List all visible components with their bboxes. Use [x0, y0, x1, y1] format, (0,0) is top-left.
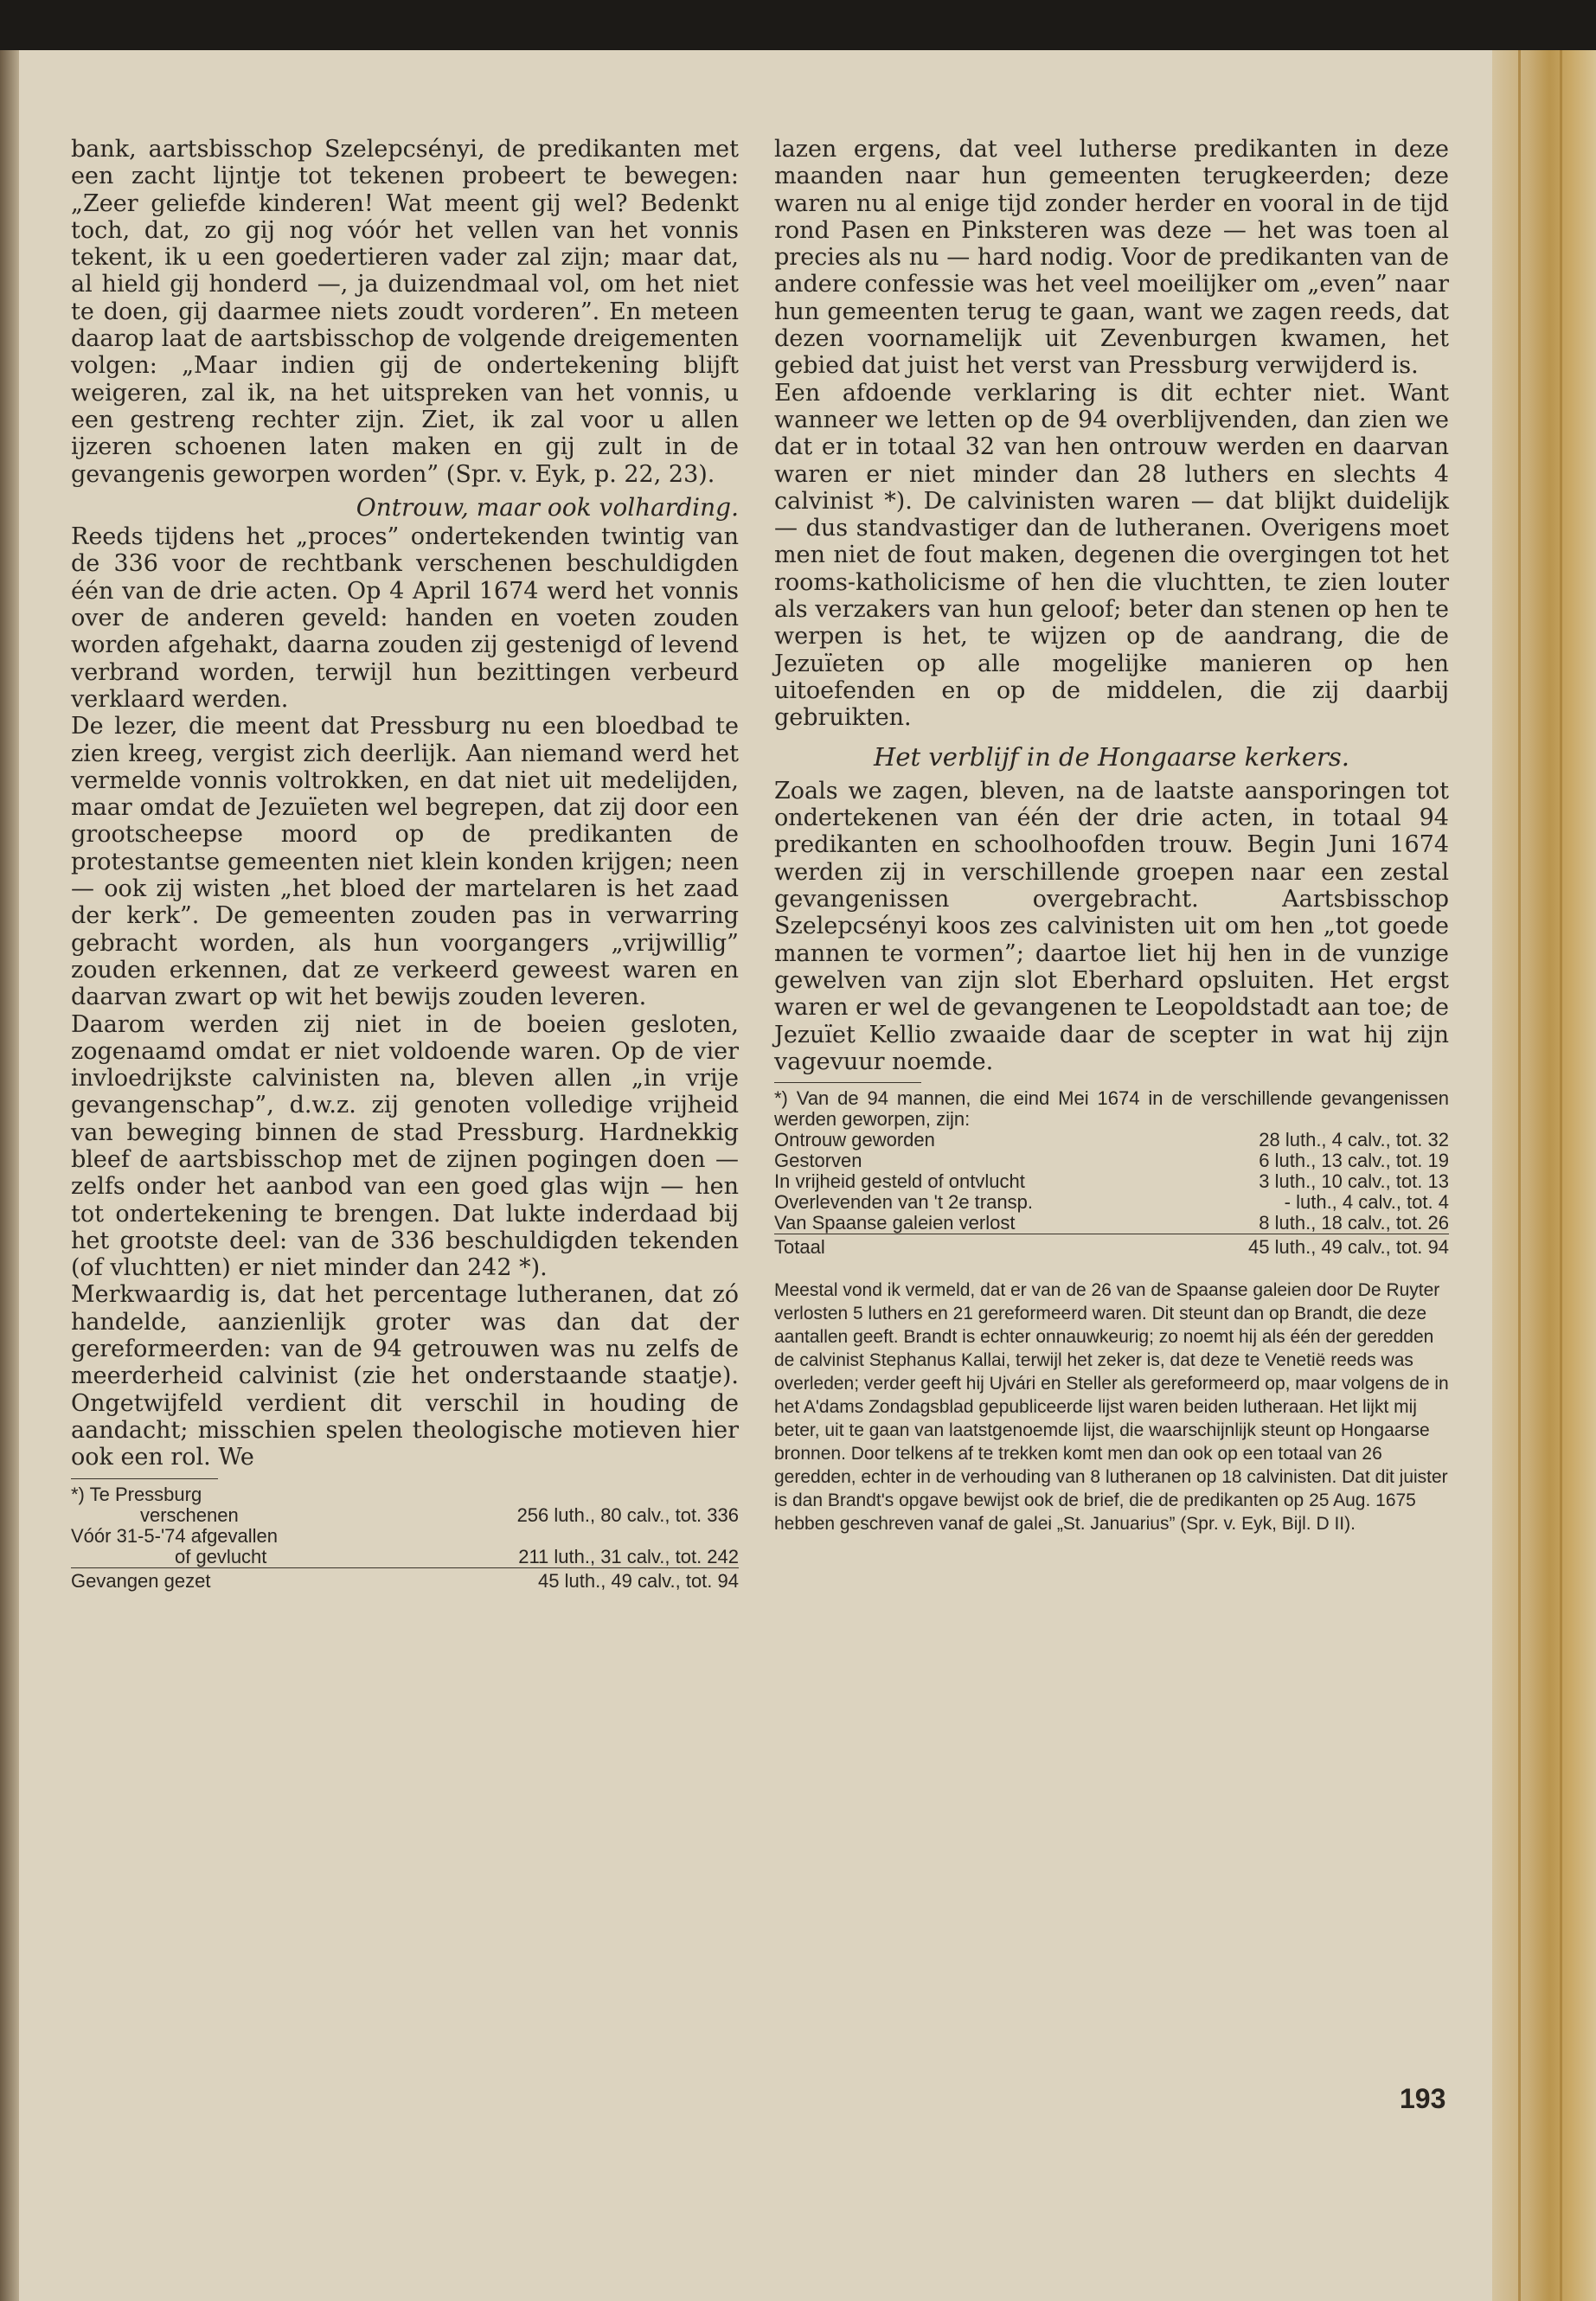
right-column [774, 136, 1449, 1535]
footnote-label: In vrijheid gesteld of ontvlucht [774, 1170, 1025, 1193]
footnote-value [393, 1484, 739, 1505]
page-left-edge [0, 50, 19, 2301]
footnote-label: *) Te Pressburg [71, 1483, 202, 1505]
footnote-value [393, 1526, 739, 1547]
table-row [71, 1547, 739, 1568]
book-spine [1492, 50, 1596, 2301]
table-total-row [774, 1234, 1449, 1259]
left-column [71, 136, 739, 1592]
table-row [774, 1213, 1449, 1234]
footnote-total-label: Gevangen gezet [71, 1567, 393, 1592]
footnote-value: 256 luth., 80 calv., tot. 336 [516, 1503, 739, 1526]
section-heading: Ontrouw, maar ook volharding. [356, 492, 739, 522]
footnote-value: 28 luth., 4 calv., tot. 32 [1259, 1129, 1449, 1151]
paragraph: Zoals we zagen, bleven, na de laatste aansporingen tot ondertekenen van één der drie acten, in totaal 94 predikanten en schoolhoofden trouw. Begin Juni 1674 werden zij in verschillende groepen naar een zestal gevangenissen overgebracht. Aartsbisschop Szelepcsényi koos zes calvinisten uit om hen „tot goede mannen te vormen”; daartoe liet hij hen in de vunzige gewelven van zijn slot Eberhard opsluiten. Het ergst waren er wel de gevangenen te Leopoldstadt aan toe; de Jezuïet Kellio zwaaide daar de scepter in wat hij zijn vagevuur noemde. [774, 777, 1449, 1075]
footnote-total-label: Totaal [774, 1234, 1154, 1259]
paragraph: lazen ergens, dat veel lutherse predikanten in deze maanden naar hun gemeenten terugkeerden; deze waren nu al enige tijd zonder herder en vooral in de tijd rond Pasen en Pinksteren was deze — het was toen al precies als nu — hard nodig. Voor de predikanten van de andere confessie was het veel moeilijker om „even” naar hun gemeenten terug te gaan, want we zagen reeds, dat dezen voornamelijk uit Zevenburgen kwamen, het gebied dat juist het verst van Pressburg verwijderd is. [774, 136, 1449, 380]
footnote-total-value: 45 luth., 49 calv., tot. 94 [1154, 1234, 1449, 1259]
spine-line [1518, 50, 1521, 2301]
paragraph: Daarom werden zij niet in de boeien gesloten, zogenaamd omdat er niet voldoende waren. Op de vier invloedrijkste calvinisten na, bleven allen „in vrije gevangenschap”, d.w.z. zij genoten volledige vrijheid van beweging binnen de stad Pressburg. Hardnekkig bleef de aartsbisschop met de zijnen pogingen doen — zelfs onder het aanbod van een goed glas wijn — hen tot ondertekening te brengen. Dat lukte inderdaad bij het grootste deel: van de 336 beschuldigden tekenden (of vluchtten) er niet minder dan 242 *). [71, 1010, 739, 1282]
footnote-notes: Meestal vond ik vermeld, dat er van de 26 van de Spaanse galeien door De Ruyter verlosten 5 luthers en 21 gereformeerd waren. Dit steunt dan op Brandt, die deze aantallen geeft. Brandt is echter onnauwkeurig; zo noemt hij als één der geredden de calvinist Stephanus Kallai, terwijl het zeker is, dat deze te Venetië reeds was overleden; verder geeft hij Ujvári en Steller als gereformeerd op, maar volgens de in het A'dams Zondagsblad gepubliceerde lijst waren beiden lutheraan. Het lijkt mij beter, uit te gaan van laatstgenoemde lijst, die waarschijnlijk steunt op Hongaarse bronnen. Door telkens af te trekken komt men dan ook op een totaal van 26 geredden, echter in de verhouding van 8 lutheranen op 18 calvinisten. Dat dit juister is dan Brandt's opgave bewijst ook de brief, die de predikanten op 25 Aug. 1675 hebben geschreven vanaf de galei „St. Januarius” (Spr. v. Eyk, Bijl. D II). [774, 1280, 1449, 1535]
footnote-separator [71, 1478, 218, 1479]
paragraph: Merkwaardig is, dat het percentage lutheranen, dat zó handelde, aanzienlijk groter was dan dat der gereformeerden: van de 94 getrouwen was nu zelfs de meerderheid calvinist (zie het onderstaande staatje). Ongetwijfeld verdient dit verschil in houding de aandacht; misschien spelen theologische motieven hier ook een rol. We [71, 1281, 739, 1471]
footnote-intro: *) Van de 94 mannen, die eind Mei 1674 in de verschillende gevangenissen werden geworpen, zijn: [774, 1087, 1449, 1131]
table-row [71, 1505, 739, 1526]
table-row [71, 1526, 739, 1547]
footnote-label: Ontrouw geworden [774, 1129, 935, 1151]
paragraph: Een afdoende verklaring is dit echter niet. Want wanneer we letten op de 94 overblijvenden, dan zien we dat er in totaal 32 van hen ontrouw werden en daarvan waren er niet minder dan 28 luthers en slechts 4 calvinist *). De calvinisten waren — dat blijkt duidelijk — dus standvastiger dan de lutheranen. Overigens moet men niet de fout maken, degenen die overgingen tot het rooms-katholicisme of hen die vluchtten, te zien louter als verzakers van hun geloof; beter dan stenen op hen te werpen is het, te wijzen op de aandrang, die de Jezuïeten op alle mogelijke manieren op hen uitoefenden en op de middelen, die zij daarbij gebruikten. [774, 379, 1449, 732]
footnote-value: 211 luth., 31 calv., tot. 242 [518, 1545, 739, 1567]
footnote-value: 8 luth., 18 calv., tot. 26 [1259, 1212, 1449, 1234]
table-total-row [71, 1567, 739, 1592]
footnote-label: Van Spaanse galeien verlost [774, 1212, 1016, 1234]
section-heading: Het verblijf in de Hongaarse kerkers. [874, 741, 1349, 772]
table-row [774, 1192, 1449, 1213]
paragraph: De lezer, die meent dat Pressburg nu een bloedbad te zien kreeg, vergist zich deerlijk. Aan niemand werd het vermelde vonnis voltrokken, en dat niet uit medelijden, maar omdat de Jezuïeten wel begrepen, dat zij door een grootscheepse moord op de predikanten de protestantse gemeenten niet klein konden krijgen; neen — ook zij wisten „het bloed der martelaren is het zaad der kerk”. De gemeenten zouden pas in verwarring gebracht worden, als hun voorgangers „vrijwillig” zouden erkennen, dat ze verkeerd geweest waren en daarvan zwart op wit het bewijs zouden leveren. [71, 713, 739, 1011]
footnote-label: of gevlucht [175, 1545, 267, 1567]
footnote-table [774, 1130, 1449, 1258]
table-row [774, 1150, 1449, 1171]
footnote-label: Overlevenden van 't 2e transp. [774, 1191, 1033, 1214]
page-number: 193 [1400, 2083, 1446, 2114]
table-row [71, 1484, 739, 1505]
paragraph: Reeds tijdens het „proces” ondertekenden twintig van de 336 voor de rechtbank verschenen beschuldigden één van de drie acten. Op 4 April 1674 werd het vonnis over de anderen geveld: handen en voeten zouden worden afgehakt, daarna zouden zij gestenigd of levend verbrand worden, terwijl hun bezittingen verbeurd verklaard werden. [71, 523, 739, 713]
footnote-value: 3 luth., 10 calv., tot. 13 [1259, 1170, 1449, 1193]
footnote-label: Vóór 31-5-'74 afgevallen [71, 1524, 279, 1547]
footnote-separator [774, 1082, 921, 1083]
footnote-table [71, 1484, 739, 1592]
footnote-value: - luth., 4 calv., tot. 4 [1284, 1191, 1449, 1214]
table-row [774, 1130, 1449, 1150]
table-row [774, 1171, 1449, 1192]
footnote-total-value: 45 luth., 49 calv., tot. 94 [393, 1567, 739, 1592]
footnote-label: Gestorven [774, 1150, 862, 1172]
spine-line [1560, 50, 1562, 2301]
footnote-value: 6 luth., 13 calv., tot. 19 [1259, 1150, 1449, 1172]
paragraph: bank, aartsbisschop Szelepcsényi, de predikanten met een zacht lijntje tot tekenen probeert te bewegen: „Zeer geliefde kinderen! Wat meent gij wel? Bedenkt toch, dat, zo gij nog vóór het vellen van het vonnis tekent, ik u een goedertieren vader zal zijn; maar dat, al hield gij honderd —, ja duizendmaal vol, om het niet te doen, gij daarmee niets zoudt vorderen”. En meteen daarop laat de aartsbisschop de volgende dreigementen volgen: „Maar indien gij de ondertekening blijft weigeren, zal ik, na het uitspreken van het vonnis, u een gestreng rechter zijn. Ziet, ik zal voor u allen ijzeren schoenen laten maken en gij zult in de gevangenis geworpen worden” (Spr. v. Eyk, p. 22, 23). [71, 136, 739, 488]
footnote-label: verschenen [140, 1503, 239, 1526]
